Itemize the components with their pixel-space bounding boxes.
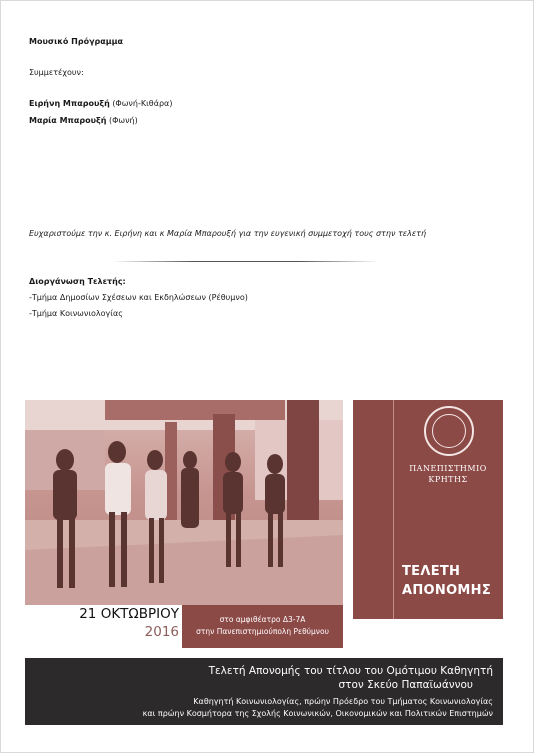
university-name-line1: ΠΑΝΕΠΙΣΤΗΜΙΟ [409,464,487,473]
banner-subtitle-line2: και πρώην Κοσμήτορα της Σχολής Κοινωνικών, Οικονομικών και Πολιτικών Επιστημών [142,709,493,718]
banner-title-line2: στον Σκεύο Παπαϊωάννου [338,679,473,691]
performer-role: (Φωνή) [108,116,138,125]
university-seal-icon [424,406,474,456]
banner-title-line1: Τελετή Απονομής του τίτλου του Ομότιμου Καθηγητή [208,665,493,677]
performer-name: Ειρήνη Μπαρουξή [29,99,110,108]
banner-subtitle-line1: Καθηγητή Κοινωνιολογίας, πρώην Πρόεδρο του Τμήματος Κοινωνιολογίας [193,697,493,706]
performer-role: (Φωνή-Κιθάρα) [112,99,173,108]
title-banner [25,658,503,725]
organization-item: -Τμήμα Κοινωνιολογίας [29,309,123,318]
participating-label: Συμμετέχουν: [29,68,84,77]
ceremony-title-line1: ΤΕΛΕΤΗ [402,564,461,579]
event-date: 21 ΟΚΤΩΒΡΙΟΥ [79,606,179,622]
program-heading: Μουσικό Πρόγραμμα [29,37,124,46]
university-name-line2: ΚΡΗΤΗΣ [428,475,468,484]
performer-1 [29,98,172,109]
panel-divider-line [393,400,394,619]
ceremony-panel [353,400,503,619]
divider [112,261,380,262]
performer-name: Μαρία Μπαρουξή [29,116,107,125]
venue-box [182,605,343,648]
event-year: 2016 [144,624,179,640]
performer-2 [29,115,138,126]
organization-heading: Διοργάνωση Τελετής: [29,277,126,286]
venue-line2: στην Πανεπιστημιούπολη Ρεθύμνου [196,627,329,636]
campus-photo [25,400,343,605]
organization-item: -Τμήμα Δημοσίων Σχέσεων και Εκδηλώσεων (Ρέθυμνο) [29,293,248,302]
thanks-text: Ευχαριστούμε την κ. Ειρήνη και κ Μαρία Μπαρουξή για την ευγενική συμμετοχή τους στην τελετή [29,229,427,238]
ceremony-title-line2: ΑΠΟΝΟΜΗΣ [402,583,492,598]
campus-photo-illustration [25,400,343,605]
venue-line1: στο αμφιθέατρο Δ3-7Α [219,615,306,624]
